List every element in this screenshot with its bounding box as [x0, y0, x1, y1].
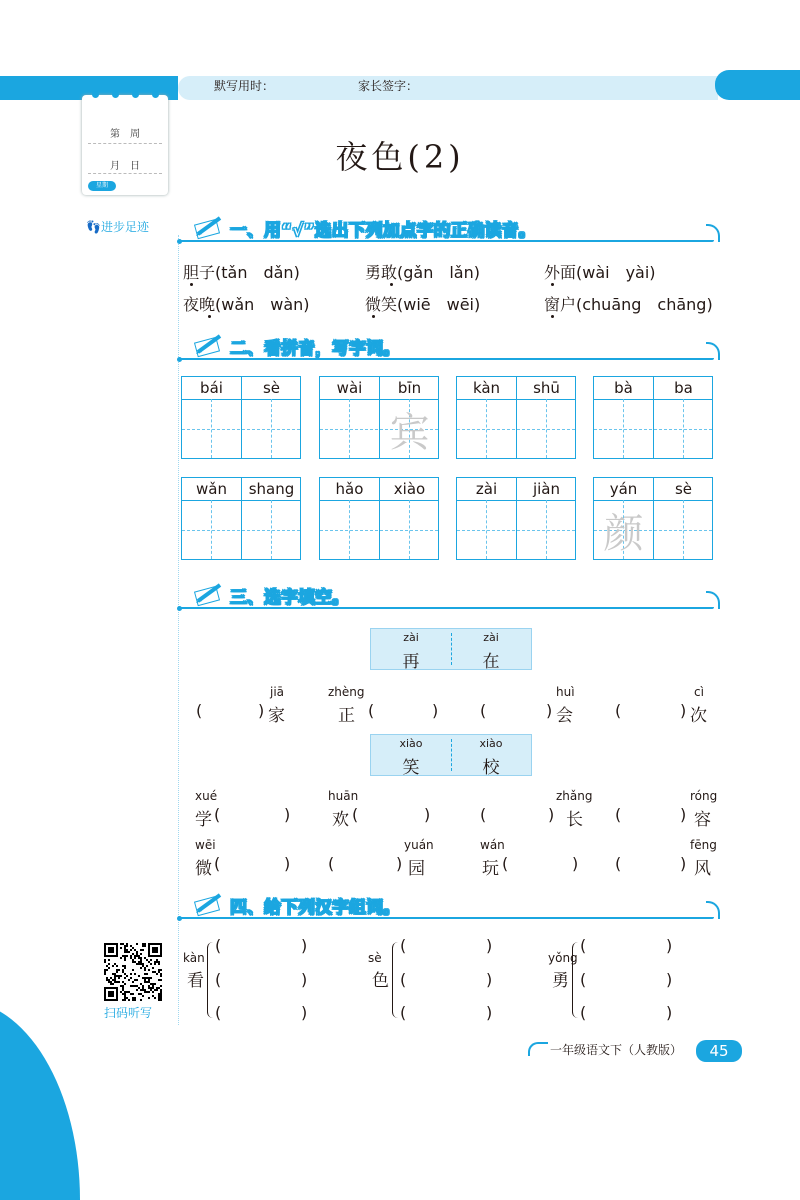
grid-pinyin: kàn [472, 379, 501, 397]
guide-line [349, 399, 350, 458]
emphasis-dot [390, 283, 393, 286]
pencil-paper-icon [190, 332, 226, 358]
blank-open[interactable]: ( [615, 701, 622, 720]
grid-pinyin: wài [336, 379, 363, 397]
week-label: 第 周 [110, 129, 140, 140]
dot-icon [177, 357, 182, 362]
choice-pinyin: zài [483, 631, 499, 644]
grid-pinyin: sè [674, 480, 693, 498]
grid-pinyin: bà [614, 379, 633, 397]
blank-open[interactable]: ( [214, 854, 221, 873]
grid-pinyin: bīn [397, 379, 422, 397]
blank-close: ) [301, 970, 308, 989]
hanzi: 风 [694, 859, 711, 879]
dot-icon [177, 239, 182, 244]
blank-open[interactable]: ( [502, 854, 509, 873]
hanzi: 会 [556, 706, 573, 726]
blank-open[interactable]: ( [580, 970, 587, 989]
section-title: 一、用“√”选出下列加点字的正确读音。 [230, 221, 536, 241]
page-number: 45 [696, 1040, 742, 1062]
guide-line [623, 399, 624, 458]
hanzi: 看 [187, 971, 204, 991]
guide-line [271, 399, 272, 458]
hanzi: 欢 [332, 810, 349, 830]
blank-open[interactable]: ( [480, 805, 487, 824]
reading-item[interactable]: 窗户(chuāng chāng) [544, 295, 713, 314]
margin-line [178, 235, 179, 1025]
blank-open[interactable]: ( [615, 854, 622, 873]
weekday-tag: 星期 [88, 181, 116, 191]
grid-pinyin: jiàn [532, 480, 561, 498]
emphasis-dot [208, 315, 211, 318]
time-label: 默写用时： [214, 79, 275, 93]
blank-open[interactable]: ( [400, 1003, 407, 1022]
section-title: 四、给下列汉字组词。 [230, 898, 400, 918]
writing-grid[interactable] [593, 477, 713, 560]
choice-pinyin: zài [403, 631, 419, 644]
blank-close: ) [572, 854, 579, 873]
hanzi: 长 [566, 810, 583, 830]
pinyin: wēi [195, 838, 216, 852]
writing-grid[interactable] [181, 376, 301, 459]
choice-hanzi: 再 [402, 652, 420, 672]
blank-close: ) [680, 805, 687, 824]
hanzi: 园 [408, 859, 425, 879]
blank-open[interactable]: ( [480, 701, 487, 720]
reading-item[interactable]: 微笑(wiē wēi) [365, 295, 481, 314]
grid-pinyin: hǎo [335, 480, 364, 498]
writing-grid[interactable] [456, 477, 576, 560]
divider [653, 478, 654, 559]
grid-pinyin: xiào [393, 480, 426, 498]
blank-close: ) [680, 854, 687, 873]
pinyin: sè [368, 951, 382, 965]
hanzi: 家 [268, 706, 285, 726]
blank-close: ) [301, 936, 308, 955]
dot-icon [177, 606, 182, 611]
reading-item[interactable]: 外面(wài yài) [544, 263, 656, 282]
divider [706, 591, 720, 609]
trace-character: 宾 [389, 410, 430, 456]
header-bar-right [715, 70, 800, 100]
blank-close: ) [666, 936, 673, 955]
pinyin: huān [328, 789, 359, 803]
section-title: 三、选字填空。 [230, 588, 349, 608]
pinyin: jiā [270, 685, 285, 699]
guide-line [546, 399, 547, 458]
grid-pinyin: shū [533, 379, 560, 397]
pinyin: zhǎng [556, 789, 593, 803]
divider [706, 342, 720, 360]
hanzi: 玩 [482, 859, 499, 879]
blank-close: ) [301, 1003, 308, 1022]
blank-close: ) [486, 936, 493, 955]
grid-pinyin: shang [248, 480, 295, 498]
book-title: 一年级语文下（人教版） [550, 1043, 683, 1057]
pencil-paper-icon [190, 214, 226, 240]
hanzi: 学 [195, 810, 212, 830]
blank-open[interactable]: ( [215, 1003, 222, 1022]
pencil-paper-icon [190, 891, 226, 917]
writing-grid[interactable] [319, 477, 439, 560]
writing-grid[interactable] [593, 376, 713, 459]
hanzi: 微 [195, 859, 212, 879]
blank-open[interactable]: ( [368, 701, 375, 720]
blank-open[interactable]: ( [352, 805, 359, 824]
hanzi: 容 [694, 810, 711, 830]
reading-item[interactable]: 夜晚(wǎn wàn) [183, 295, 310, 314]
reading-item[interactable]: 勇敢(gǎn lǎn) [365, 263, 480, 282]
guide-line [486, 399, 487, 458]
blank-close: ) [548, 805, 555, 824]
blank-open[interactable]: ( [580, 936, 587, 955]
blank-close: ) [486, 970, 493, 989]
pencil-paper-icon [190, 581, 226, 607]
qr-code-icon[interactable] [104, 943, 162, 1001]
divider [706, 224, 720, 242]
corner-decoration [0, 1000, 80, 1200]
choice-pinyin: xiào [399, 737, 423, 750]
ring-icon [92, 91, 99, 98]
blank-close: ) [284, 805, 291, 824]
choice-hanzi: 笑 [402, 758, 420, 778]
grid-pinyin: wǎn [196, 480, 227, 498]
section-header-4 [180, 895, 720, 921]
progress-text: 进步足迹 [100, 220, 149, 234]
grid-pinyin: yán [609, 480, 638, 498]
choice-pinyin: xiào [479, 737, 503, 750]
section-header-1 [180, 218, 720, 244]
choice-hanzi: 在 [482, 652, 500, 672]
divider [379, 478, 380, 559]
pinyin: huì [556, 685, 575, 699]
ring-icon [112, 91, 119, 98]
blank-close: ) [486, 1003, 493, 1022]
trace-character: 颜 [603, 511, 644, 557]
pinyin: róng [690, 789, 718, 803]
section-title: 二、看拼音，写字词。 [230, 339, 400, 359]
guide-line [271, 500, 272, 559]
hanzi: 次 [690, 706, 707, 726]
guide-line [409, 500, 410, 559]
blank-open[interactable]: ( [400, 970, 407, 989]
grid-pinyin: ba [674, 379, 693, 397]
divider [516, 377, 517, 458]
grid-pinyin: sè [262, 379, 281, 397]
emphasis-dot [190, 283, 193, 286]
blank-close: ) [546, 701, 553, 720]
progress-label [86, 218, 149, 235]
hanzi: 勇 [552, 971, 569, 991]
grid-pinyin: zài [475, 480, 498, 498]
blank-close: ) [666, 970, 673, 989]
divider [516, 478, 517, 559]
pinyin: kàn [183, 951, 205, 965]
blank-open[interactable]: ( [215, 936, 222, 955]
emphasis-dot [372, 315, 375, 318]
blank-close: ) [396, 854, 403, 873]
pinyin: yuán [404, 838, 434, 852]
blank-open[interactable]: ( [196, 701, 203, 720]
writing-grid[interactable] [319, 376, 439, 459]
blank-open[interactable]: ( [215, 970, 222, 989]
blank-open[interactable]: ( [615, 805, 622, 824]
blank-close: ) [666, 1003, 673, 1022]
section-header-3 [180, 585, 720, 611]
pinyin: wán [480, 838, 505, 852]
ring-icon [152, 91, 159, 98]
dot-icon [177, 916, 182, 921]
guide-line [486, 500, 487, 559]
footprint-icon: 👣 [86, 220, 101, 234]
date-label: 月 日 [110, 161, 140, 172]
divider [653, 377, 654, 458]
writing-grid[interactable] [456, 376, 576, 459]
section-header-2 [180, 336, 720, 362]
emphasis-dot [551, 283, 554, 286]
blank-open[interactable]: ( [328, 854, 335, 873]
blank-close: ) [432, 701, 439, 720]
blank-open[interactable]: ( [400, 936, 407, 955]
guide-line [349, 500, 350, 559]
blank-open[interactable]: ( [214, 805, 221, 824]
choice-box [370, 628, 532, 670]
divider [706, 901, 720, 919]
blank-close: ) [424, 805, 431, 824]
divider [241, 377, 242, 458]
pinyin: zhèng [328, 685, 365, 699]
sign-label: 家长签字： [358, 79, 419, 93]
blank-open[interactable]: ( [580, 1003, 587, 1022]
page-title: 夜色(2) [335, 138, 465, 176]
guide-line [546, 500, 547, 559]
choice-box [370, 734, 532, 776]
pinyin: yǒng [548, 951, 578, 965]
pinyin: cì [694, 685, 704, 699]
grid-pinyin: bái [200, 379, 223, 397]
pinyin: fēng [690, 838, 717, 852]
blank-close: ) [258, 701, 265, 720]
pinyin: xué [195, 789, 218, 803]
guide-line [211, 399, 212, 458]
guide-line [683, 500, 684, 559]
footer-curve [528, 1042, 548, 1056]
divider [241, 478, 242, 559]
emphasis-dot [551, 315, 554, 318]
writing-grid[interactable] [181, 477, 301, 560]
guide-line [211, 500, 212, 559]
blank-close: ) [680, 701, 687, 720]
hanzi: 正 [338, 706, 355, 726]
reading-item[interactable]: 胆子(tǎn dǎn) [183, 263, 300, 282]
blank-close: ) [284, 854, 291, 873]
ring-icon [132, 91, 139, 98]
guide-line [683, 399, 684, 458]
qr-label: 扫码听写 [104, 1006, 153, 1020]
hanzi: 色 [372, 971, 389, 991]
choice-hanzi: 校 [482, 758, 500, 778]
